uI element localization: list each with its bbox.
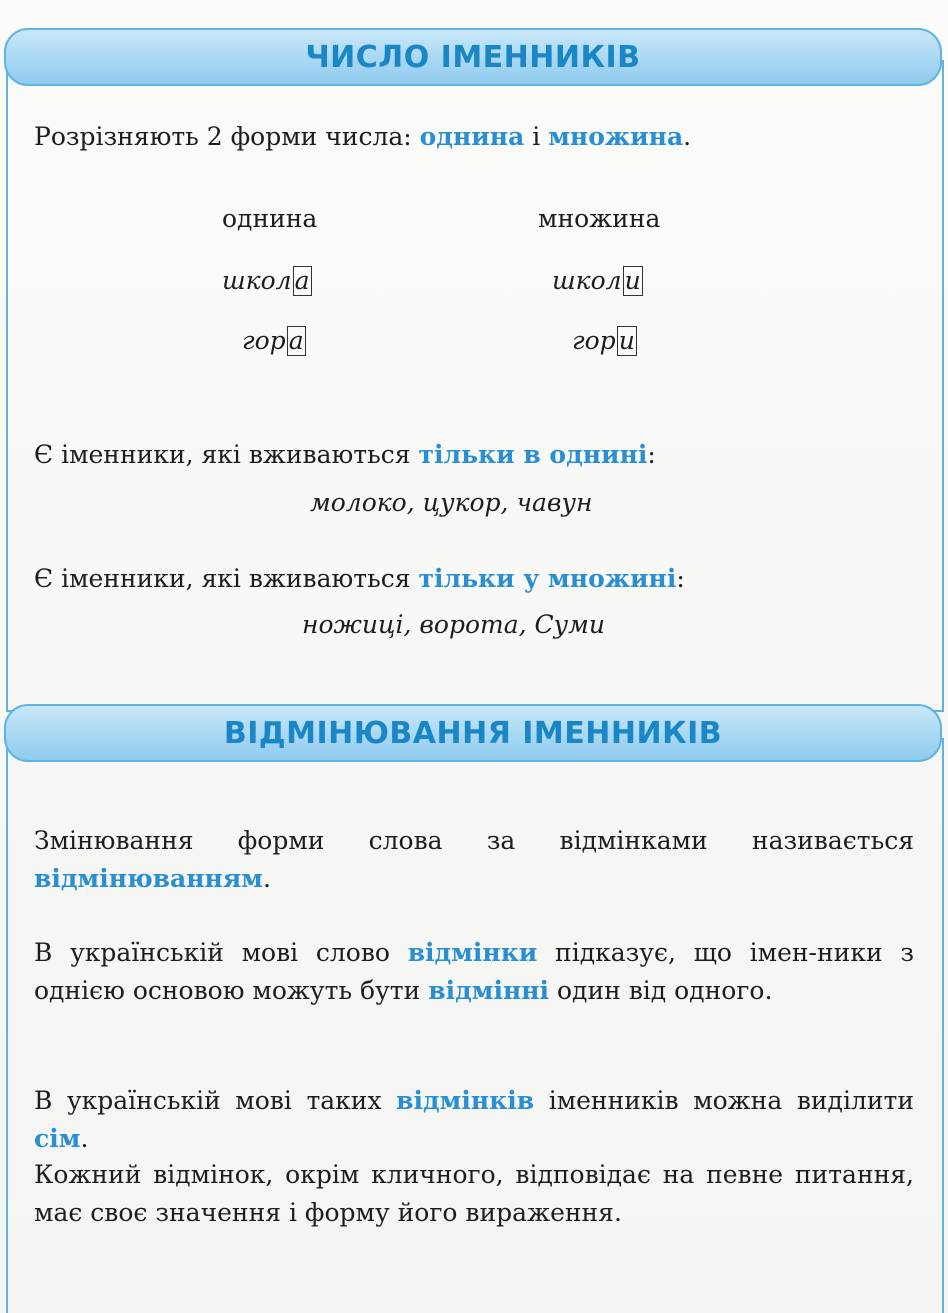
only-singular-colon: : [647, 440, 656, 469]
paragraph-seven-cases [34, 1082, 914, 1158]
p3-text-c: . [80, 1124, 89, 1153]
example-plural-2 [572, 326, 637, 356]
intro-text-mid: і [524, 122, 549, 151]
p3-term-2: сім [34, 1124, 81, 1153]
column-label-singular: однина [222, 204, 318, 233]
only-singular-line [34, 436, 914, 474]
paragraph-cases-word [34, 934, 914, 1010]
only-plural-text: Є іменники, які вживаються [34, 564, 419, 593]
p2-text-c: один від одного. [549, 976, 773, 1005]
p1-end: . [263, 864, 271, 893]
p2-term-1: відмінки [407, 938, 538, 967]
section2-header [4, 704, 942, 762]
section1-title: ЧИСЛО ІМЕННИКІВ [305, 39, 641, 75]
p1-term: відмінюванням [34, 864, 264, 893]
p1-text: Змінювання форми слова за відмінками називається [34, 826, 914, 855]
word-ending: и [618, 326, 635, 355]
p3-text-b: іменників можна виділити [534, 1086, 914, 1115]
section1-header [4, 28, 942, 86]
p2-text-b: підказує, що імен-ники з однією основою можуть бути [34, 938, 914, 1005]
word-ending: а [288, 326, 304, 355]
word-stem: гор [572, 326, 616, 355]
p3-term-1: відмінків [396, 1086, 535, 1115]
example-singular-2 [242, 326, 306, 356]
only-plural-term: тільки у множині [418, 564, 677, 593]
only-plural-examples: ножиці, ворота, Суми [302, 610, 605, 639]
word-stem: школ [222, 266, 292, 295]
term-plural: множина [548, 122, 684, 151]
p2-term-2: відмінні [428, 976, 550, 1005]
only-plural-colon: : [676, 564, 685, 593]
word-stem: гор [242, 326, 286, 355]
paragraph-case-questions: Кожний відмінок, окрім кличного, відповідає на певне питання, має своє значення і форму його вираження. [34, 1160, 914, 1227]
word-stem: школ [552, 266, 622, 295]
number-intro [34, 118, 914, 156]
p2-text-a: В українській мові слово [34, 938, 408, 967]
term-singular: однина [419, 122, 525, 151]
intro-text-end: . [683, 122, 692, 151]
only-singular-term: тільки в однині [418, 440, 648, 469]
example-singular-1 [222, 266, 312, 296]
paragraph-declension-definition [34, 822, 914, 898]
section2-title: ВІДМІНЮВАННЯ ІМЕННИКІВ [223, 715, 723, 751]
only-singular-text: Є іменники, які вживаються [34, 440, 419, 469]
only-plural-line [34, 560, 914, 598]
only-singular-examples: молоко, цукор, чавун [310, 488, 593, 517]
word-ending: и [624, 266, 641, 295]
intro-text: Розрізняють 2 форми числа: [34, 122, 420, 151]
column-label-plural: множина [538, 204, 661, 233]
example-plural-1 [552, 266, 643, 296]
word-ending: а [294, 266, 310, 295]
p3-text-a: В українській мові таких [34, 1086, 397, 1115]
